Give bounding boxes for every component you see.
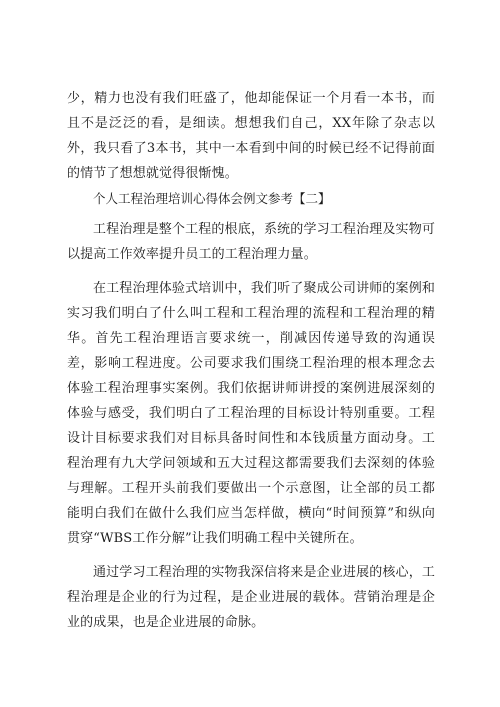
paragraph-continued: 少，精力也没有我们旺盛了，他却能保证一个月看一本书，而且不是泛泛的看，是细读。想想我们自己，XX年除了杂志以外，我只看了3本书，其中一本看到中间的时候已经不记得前面的情节了想想就觉得很惭愧。 xyxy=(67,91,435,181)
paragraph-conclusion: 通过学习工程治理的实物我深信将来是企业进展的核心，工程治理是企业的行为过程，是企业进展的载体。营销治理是企业的成果，也是企业进展的命脉。 xyxy=(67,565,435,630)
paragraph-training: 在工程治理体验式培训中，我们听了聚成公司讲师的案例和实习我们明白了什么叫工程和工程治理的流程和工程治理的精华。首先工程治理语言要求统一，削减因传递导致的沟通误差，影响工程进度。公司要求我们围绕工程治理的根本理念去体验工程治理事实案例。我们依据讲师讲授的案例进展深刻的体验与感受，我们明白了工程治理的目标设计特别重要。工程设计目标要求我们对目标具备时间性和本钱质量方面动身。工程治理有九大学问领域和五大过程这都需要我们去深刻的体验与理解。工程开头前我们要做出一个示意图，让全部的员工都能明白我们在做什么我们应当怎样做，横向“时间预算”和纵向贯穿“WBS工作分解”让我们明确工程中关键所在。 xyxy=(67,281,435,546)
document-page xyxy=(67,86,435,635)
section-heading: 个人工程治理培训心得体会例文参考【二】 xyxy=(93,191,331,206)
paragraph-intro: 工程治理是整个工程的根底，系统的学习工程治理及实物可以提高工作效率提升员工的工程治理力量。 xyxy=(67,222,435,262)
